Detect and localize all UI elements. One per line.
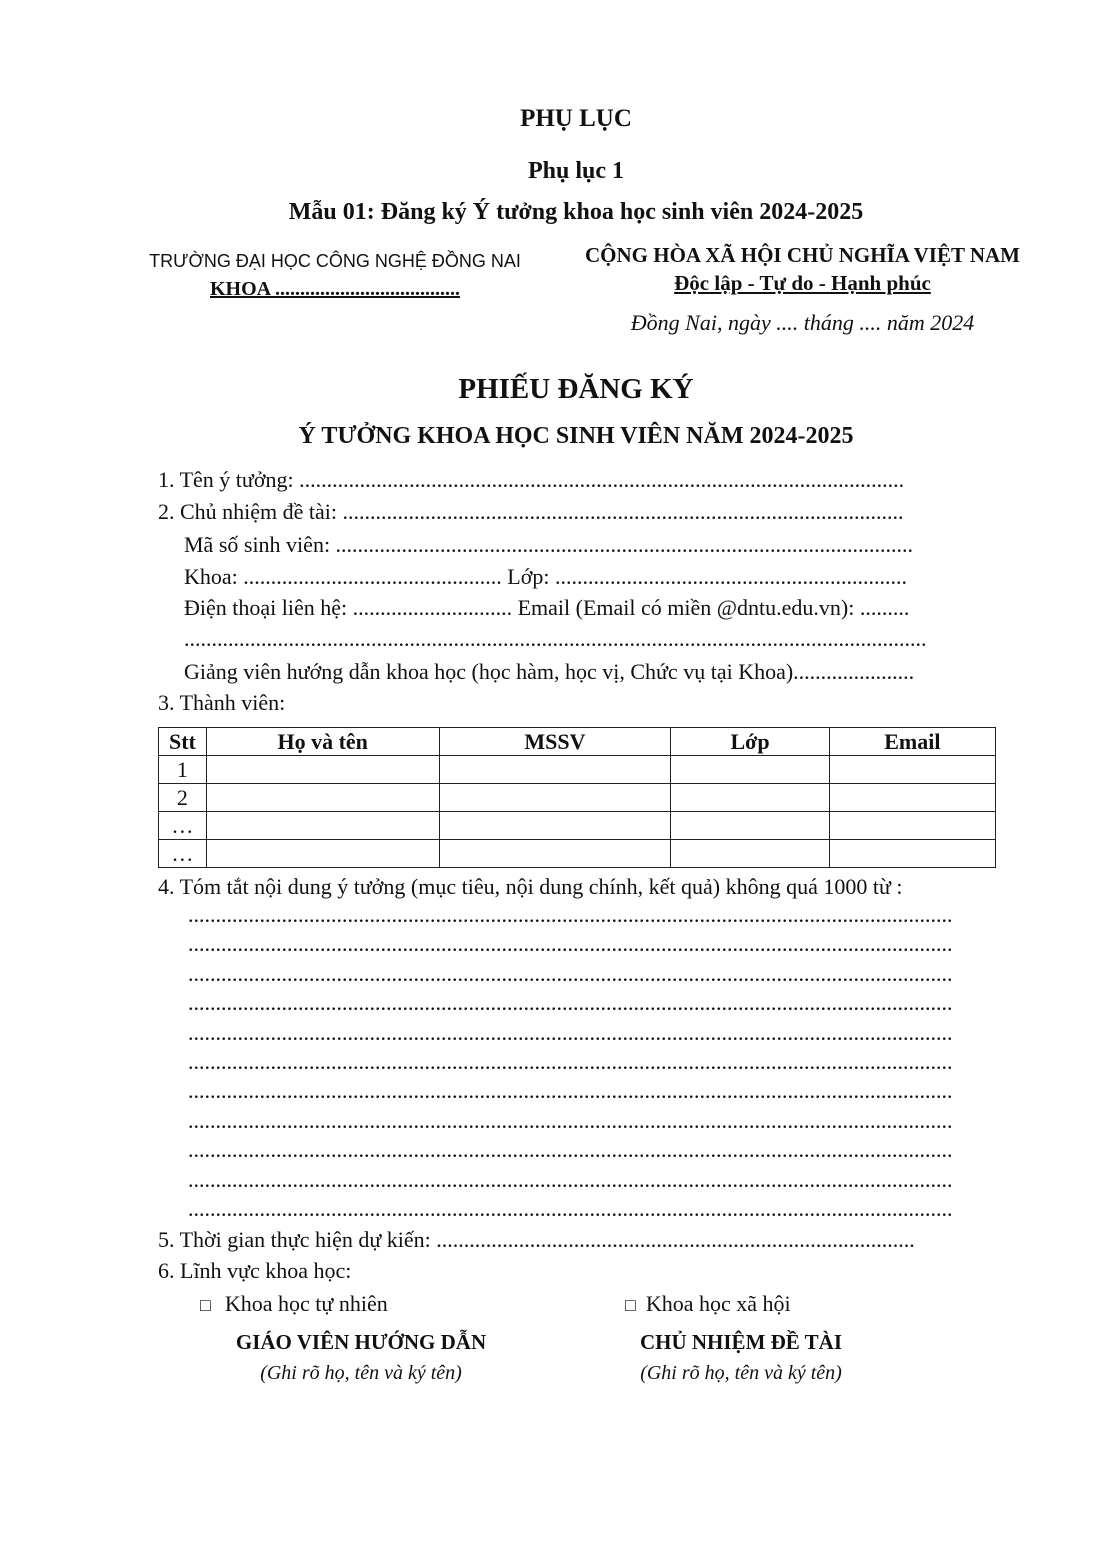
field-student-id[interactable]: Mã số sinh viên: ......................................................................................................... [184, 532, 914, 557]
science-field-label: 6. Lĩnh vực khoa học: [158, 1258, 352, 1283]
place-date: Đồng Nai, ngày .... tháng .... năm 2024 [630, 310, 975, 335]
advisor-signature-note: (Ghi rõ họ, tên và ký tên) [260, 1362, 462, 1384]
field-project-leader[interactable]: 2. Chủ nhiệm đề tài: ...................................................................................................... [158, 499, 904, 524]
cell-name[interactable] [206, 784, 439, 812]
field-contact-continued[interactable]: ....................................................................................................................................... [184, 626, 927, 651]
cell-email[interactable] [829, 756, 995, 784]
cell-mssv[interactable] [439, 840, 671, 868]
summary-dotline[interactable]: ........................................................................................................................................... [188, 1137, 953, 1163]
option-social-label: Khoa học xã hội [645, 1291, 791, 1316]
form-title: Mẫu 01: Đăng ký Ý tưởng khoa học sinh viên 2024-2025 [288, 199, 864, 225]
table-row [159, 840, 996, 868]
option-social-science[interactable] [625, 1289, 791, 1320]
field-contact[interactable]: Điện thoại liên hệ: ............................. Email (Email có miền @dntu.edu.vn): ......... [184, 595, 910, 620]
summary-dotline[interactable]: ........................................................................................................................................... [188, 1107, 953, 1133]
advisor-signature-title: GIÁO VIÊN HƯỚNG DẪN [235, 1330, 487, 1354]
summary-dotline[interactable]: ........................................................................................................................................... [188, 902, 953, 927]
col-header-stt: Stt [159, 728, 207, 756]
nation-name: CỘNG HÒA XÃ HỘI CHỦ NGHĨA VIỆT NAM [584, 243, 1021, 267]
leader-signature-title: CHỦ NHIỆM ĐỀ TÀI [639, 1330, 843, 1354]
cell-mssv[interactable] [439, 784, 671, 812]
summary-dotline[interactable]: ........................................................................................................................................... [188, 960, 953, 986]
cell-class[interactable] [671, 756, 829, 784]
col-header-email: Email [829, 728, 995, 756]
national-motto: Độc lập - Tự do - Hạnh phúc [674, 271, 931, 295]
cell-name[interactable] [206, 756, 439, 784]
col-header-class: Lớp [671, 728, 829, 756]
summary-dotline[interactable]: ........................................................................................................................................... [188, 1078, 953, 1104]
col-header-mssv: MSSV [439, 728, 671, 756]
field-duration[interactable]: 5. Thời gian thực hiện dự kiến: ....................................................................................... [158, 1227, 915, 1252]
cell-email[interactable] [829, 784, 995, 812]
field-idea-name[interactable]: 1. Tên ý tưởng: .............................................................................................................. [158, 467, 905, 492]
cell-name[interactable] [206, 840, 439, 868]
checkbox-icon[interactable]: □ [625, 1295, 636, 1315]
cell-class[interactable] [671, 784, 829, 812]
form-sub-title: Ý TƯỞNG KHOA HỌC SINH VIÊN NĂM 2024-2025 [298, 423, 854, 449]
table-row [159, 812, 996, 840]
summary-dotline[interactable]: ........................................................................................................................................... [188, 1049, 953, 1074]
summary-dotline[interactable]: ........................................................................................................................................... [188, 931, 953, 957]
cell-mssv[interactable] [439, 812, 671, 840]
field-faculty-class[interactable]: Khoa: ............................................... Lớp: ................................................................ [184, 564, 907, 589]
cell-email[interactable] [829, 840, 995, 868]
option-natural-science[interactable] [200, 1289, 388, 1320]
option-natural-label: Khoa học tự nhiên [224, 1291, 388, 1316]
checkbox-icon[interactable]: □ [200, 1295, 211, 1315]
leader-signature-note: (Ghi rõ họ, tên và ký tên) [640, 1362, 842, 1384]
cell-name[interactable] [206, 812, 439, 840]
summary-dotline[interactable]: ........................................................................................................................................... [188, 1019, 953, 1045]
cell-class[interactable] [671, 812, 829, 840]
faculty-line: KHOA ..................................... [209, 278, 460, 300]
form-main-title: PHIẾU ĐĂNG KÝ [458, 373, 694, 405]
field-members-label: 3. Thành viên: [158, 690, 286, 715]
cell-stt: … [159, 840, 207, 868]
col-header-name: Họ và tên [206, 728, 439, 756]
cell-email[interactable] [829, 812, 995, 840]
cell-mssv[interactable] [439, 756, 671, 784]
summary-dotline[interactable]: ........................................................................................................................................... [188, 1166, 953, 1192]
appendix-title: PHỤ LỤC [520, 105, 632, 132]
summary-dotline[interactable]: ........................................................................................................................................... [188, 990, 953, 1016]
cell-stt: 1 [159, 756, 207, 784]
members-table [158, 727, 996, 868]
table-row [159, 784, 996, 812]
cell-class[interactable] [671, 840, 829, 868]
summary-dotline[interactable]: ........................................................................................................................................... [188, 1196, 953, 1221]
table-row [159, 756, 996, 784]
university-name: TRƯỜNG ĐẠI HỌC CÔNG NGHỆ ĐỒNG NAI [149, 251, 521, 271]
summary-label: 4. Tóm tắt nội dung ý tưởng (mục tiêu, nội dung chính, kết quả) không quá 1000 từ : [158, 874, 903, 899]
cell-stt: 2 [159, 784, 207, 812]
cell-stt: … [159, 812, 207, 840]
appendix-subtitle: Phụ lục 1 [527, 158, 625, 184]
members-table-header [159, 728, 996, 756]
field-advisor[interactable]: Giảng viên hướng dẫn khoa học (học hàm, học vị, Chức vụ tại Khoa)...................... [184, 659, 915, 684]
